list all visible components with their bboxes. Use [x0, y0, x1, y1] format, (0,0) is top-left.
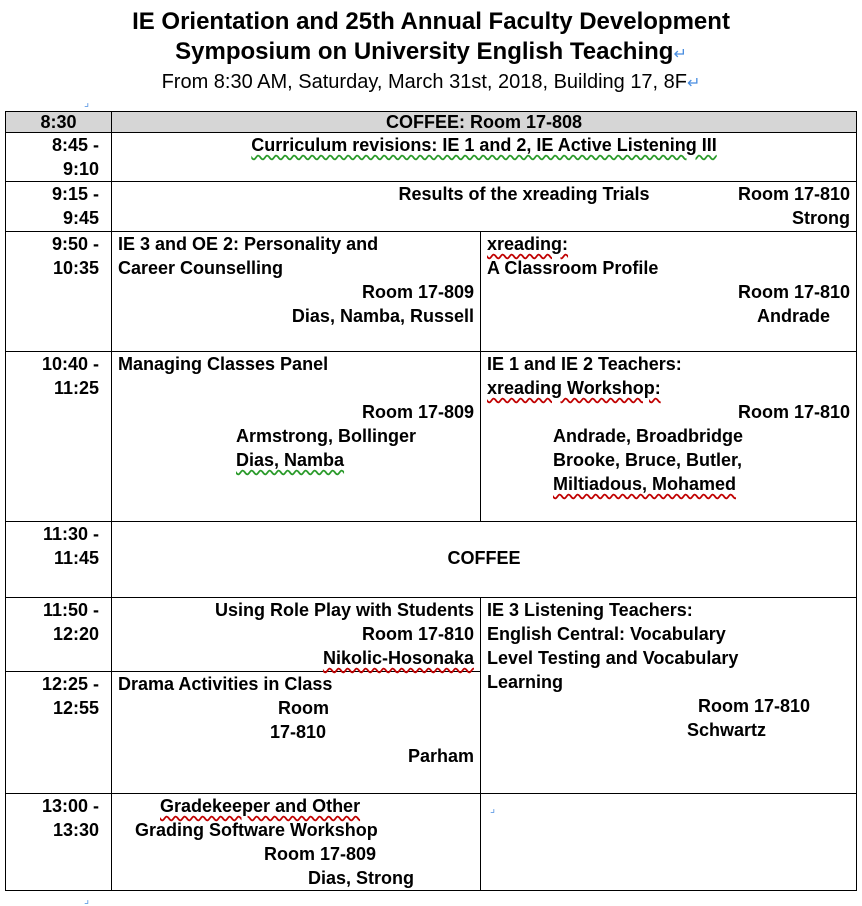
- session-cell-left: [112, 794, 481, 891]
- time-cell: 12:25 - 12:55: [6, 672, 112, 794]
- presenter-names: Dias, Strong: [308, 868, 415, 888]
- room-label: Room 17-810: [737, 402, 851, 422]
- session-cell-left: [112, 352, 481, 522]
- session-title: Results of the xreading Trials: [398, 184, 650, 204]
- document-title-line-2: Symposium on University English Teaching↵: [175, 38, 687, 65]
- session-title: IE 3 Listening Teachers:: [487, 600, 693, 620]
- presenter-name: Schwartz: [687, 720, 767, 740]
- presenter-name: Parham: [407, 746, 474, 766]
- session-cell-left: [112, 598, 481, 672]
- presenter-names: Andrade, Broadbridge: [553, 426, 744, 446]
- session-title: xreading Workshop:: [487, 378, 661, 398]
- time-cell: 8:45 - 9:10: [6, 133, 112, 182]
- session-cell-left: [112, 232, 481, 352]
- paragraph-mark-icon: ↵: [673, 46, 687, 63]
- cell-end-mark-icon: ⌟: [490, 803, 496, 815]
- session-title: Learning: [487, 672, 564, 692]
- room-label: Room 17-810: [697, 696, 811, 716]
- session-title: Drama Activities in Class: [118, 674, 333, 694]
- session-title: Gradekeeper and Other: [160, 796, 361, 816]
- time-cell: 9:15 - 9:45: [6, 182, 112, 232]
- cell-end-mark-icon: ⌟: [84, 97, 90, 109]
- presenter-names: Dias, Namba: [236, 450, 345, 470]
- presenter-name: Nikolic-Hosonaka: [322, 648, 474, 668]
- presenter-names: Brooke, Bruce, Butler,: [553, 450, 743, 470]
- room-label: Room 17-810: [737, 184, 851, 204]
- event-cell: COFFEE: Room 17-808: [112, 112, 857, 133]
- table-row: [6, 522, 857, 598]
- session-title: IE 1 and IE 2 Teachers:: [487, 354, 682, 374]
- cell-end-mark-icon: ⌟: [84, 894, 90, 906]
- table-row: [6, 232, 857, 352]
- room-label: 17-810: [270, 722, 327, 742]
- session-title: A Classroom Profile: [487, 258, 659, 278]
- session-cell-left: [112, 672, 481, 794]
- room-label: Room 17-809: [361, 402, 474, 422]
- presenter-names: Armstrong, Bollinger: [236, 426, 417, 446]
- room-label: Room 17-809: [361, 282, 474, 302]
- document-subtitle: From 8:30 AM, Saturday, March 31st, 2018, Building 17, 8F↵: [161, 71, 701, 93]
- presenter-name: Strong: [792, 208, 851, 228]
- room-label: Room 17-810: [361, 624, 474, 644]
- session-cell: [112, 182, 857, 232]
- session-title: Using Role Play with Students: [214, 600, 474, 620]
- time-cell: 11:50 - 12:20: [6, 598, 112, 672]
- event-cell: Curriculum revisions: IE 1 and 2, IE Active Listening III: [112, 133, 857, 182]
- session-cell-right: [481, 232, 857, 352]
- table-row: [6, 598, 857, 672]
- table-row: [6, 133, 857, 182]
- session-title: IE 3 and OE 2: Personality and: [118, 234, 379, 254]
- session-title: Managing Classes Panel: [118, 354, 329, 374]
- table-row: [6, 112, 857, 133]
- presenter-name: Andrade: [757, 306, 831, 326]
- presenter-names: Miltiadous, Mohamed: [553, 474, 737, 494]
- session-title: Grading Software Workshop: [135, 820, 378, 840]
- time-cell: 13:00 - 13:30: [6, 794, 112, 891]
- room-label: Room 17-810: [737, 282, 851, 302]
- presenter-names: Dias, Namba, Russell: [291, 306, 474, 326]
- session-title: English Central: Vocabulary: [487, 624, 726, 644]
- event-cell: COFFEE: [112, 522, 857, 598]
- time-cell: 8:30: [6, 112, 112, 133]
- time-cell: 10:40 - 11:25: [6, 352, 112, 522]
- schedule-table: [5, 111, 857, 891]
- session-cell-right: [481, 598, 857, 794]
- session-title: xreading:: [487, 234, 569, 254]
- time-cell: 11:30 - 11:45: [6, 522, 112, 598]
- time-cell: 9:50 - 10:35: [6, 232, 112, 352]
- room-label: Room 17-809: [264, 844, 377, 864]
- session-title: Career Counselling: [118, 258, 284, 278]
- table-row: [6, 794, 857, 891]
- table-row: [6, 352, 857, 522]
- paragraph-mark-icon: ↵: [687, 75, 701, 92]
- room-label: Room: [278, 698, 329, 718]
- table-row: [6, 182, 857, 232]
- session-title: Level Testing and Vocabulary: [487, 648, 739, 668]
- document-title-line-1: IE Orientation and 25th Annual Faculty Development: [132, 8, 730, 35]
- session-cell-right: [481, 352, 857, 522]
- session-cell-right: [481, 794, 857, 891]
